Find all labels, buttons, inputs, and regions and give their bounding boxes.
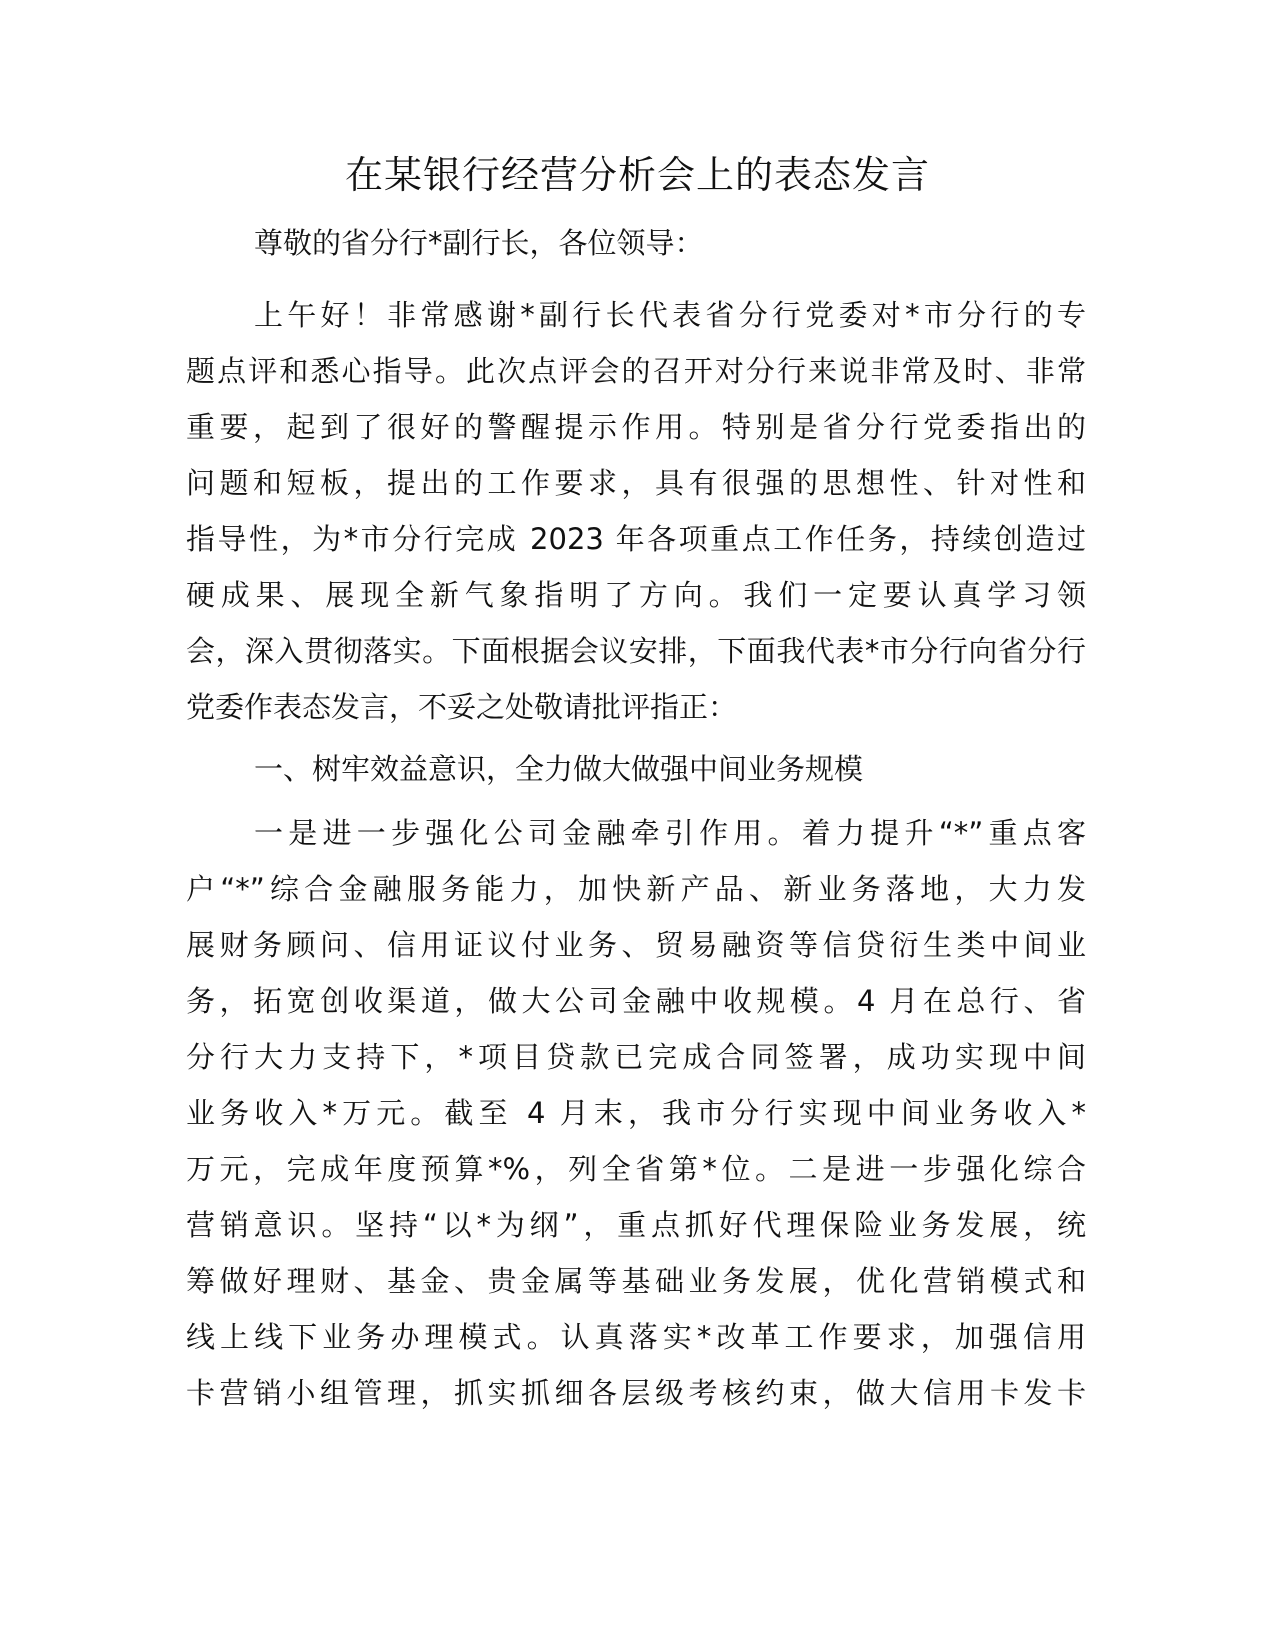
document-title: 在某银行经营分析会上的表态发言 <box>344 153 930 197</box>
paragraph-line: 户“*”综合金融服务能力，加快新产品、新业务落地，大力发 <box>186 872 1086 906</box>
paragraph-line: 业务收入*万元。截至 4 月末，我市分行实现中间业务收入* <box>186 1096 1086 1130</box>
paragraph-line: 问题和短板，提出的工作要求，具有很强的思想性、针对性和 <box>186 466 1086 500</box>
paragraph-line: 硬成果、展现全新气象指明了方向。我们一定要认真学习领 <box>186 578 1086 612</box>
paragraph-line: 题点评和悉心指导。此次点评会的召开对分行来说非常及时、非常 <box>186 354 1086 388</box>
paragraph-line: 重要，起到了很好的警醒提示作用。特别是省分行党委指出的 <box>186 410 1086 444</box>
section-heading: 一、树牢效益意识，全力做大做强中间业务规模 <box>254 752 864 786</box>
paragraph-line: 指导性，为*市分行完成 2023 年各项重点工作任务，持续创造过 <box>186 522 1086 556</box>
paragraph-line: 务，拓宽创收渠道，做大公司金融中收规模。4 月在总行、省 <box>186 984 1086 1018</box>
paragraph-line: 卡营销小组管理，抓实抓细各层级考核约束，做大信用卡发卡 <box>186 1376 1086 1410</box>
paragraph-line: 营销意识。坚持“以*为纲”，重点抓好代理保险业务发展，统 <box>186 1208 1086 1242</box>
paragraph-line: 会，深入贯彻落实。下面根据会议安排，下面我代表*市分行向省分行 <box>186 634 1086 668</box>
paragraph-line: 党委作表态发言，不妥之处敬请批评指正： <box>186 690 738 724</box>
paragraph-line: 上午好！非常感谢*副行长代表省分行党委对*市分行的专 <box>254 298 1086 332</box>
paragraph-line: 展财务顾问、信用证议付业务、贸易融资等信贷衍生类中间业 <box>186 928 1086 962</box>
salutation-line: 尊敬的省分行*副行长，各位领导： <box>254 226 704 260</box>
paragraph-line: 线上线下业务办理模式。认真落实*改革工作要求，加强信用 <box>186 1320 1086 1354</box>
paragraph-line: 分行大力支持下，*项目贷款已完成合同签署，成功实现中间 <box>186 1040 1086 1074</box>
paragraph-line: 一是进一步强化公司金融牵引作用。着力提升“*”重点客 <box>254 816 1086 850</box>
paragraph-line: 万元，完成年度预算*%，列全省第*位。二是进一步强化综合 <box>186 1152 1086 1186</box>
paragraph-line: 筹做好理财、基金、贵金属等基础业务发展，优化营销模式和 <box>186 1264 1086 1298</box>
